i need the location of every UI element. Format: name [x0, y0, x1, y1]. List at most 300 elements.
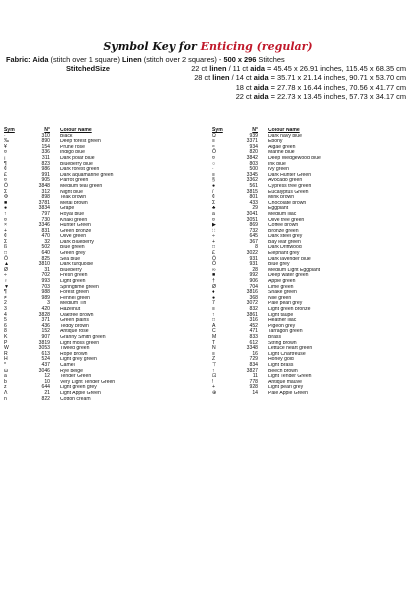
- dmc-number-cell: 905: [41, 177, 50, 184]
- dmc-number-cell: 437: [41, 361, 50, 368]
- colour-name-cell: Medium Light Eggplant: [268, 267, 321, 273]
- colour-name-cell: Pale Apple Green: [268, 390, 308, 396]
- dmc-number-cell: 898: [41, 194, 50, 201]
- dmc-number-cell: 613: [41, 350, 50, 357]
- colour-name-cell: Elephant grey: [268, 251, 300, 257]
- colour-name-cell: Blueberry blue: [60, 161, 93, 167]
- symbol-cell: z: [4, 384, 7, 391]
- dmc-number-cell: 986: [41, 166, 50, 173]
- stitched-size-row: StitchedSize 22 ct linen / 11 ct aida = 45.45 x 26.91 inches, 115.45 x 68.35 cm: [6, 64, 410, 73]
- dmc-number-cell: 732: [249, 227, 258, 234]
- dmc-number-cell: 3041: [246, 210, 258, 217]
- colour-name-cell: Antique rose: [60, 329, 89, 335]
- dmc-number-cell: 3848: [38, 182, 50, 189]
- symbol-cell: 8: [4, 328, 7, 335]
- colour-name-cell: Green plains: [60, 318, 89, 324]
- symbol-cell: !: [212, 378, 214, 385]
- colour-name-cell: Bay leaf green: [268, 239, 301, 245]
- dmc-number-cell: 11: [252, 373, 258, 380]
- symbol-cell: 2: [4, 300, 7, 307]
- colour-name-cell: Snake green: [268, 290, 297, 296]
- symbol-cell: Ø: [212, 283, 216, 290]
- dmc-number-cell: 524: [41, 356, 50, 363]
- symbol-cell: 6: [4, 322, 7, 329]
- table-header: Sym N° Colour Name: [4, 127, 92, 133]
- colour-name-cell: Deep Wedgewood blue: [268, 155, 321, 161]
- dmc-number-cell: 311: [41, 154, 50, 161]
- dmc-number-cell: 3371: [246, 138, 258, 145]
- dmc-number-cell: 3346: [38, 222, 50, 229]
- colour-name-cell: Tarragon green: [268, 329, 303, 335]
- symbol-cell: C: [212, 328, 216, 335]
- dmc-number-cell: 28: [252, 266, 258, 273]
- dmc-number-cell: 3816: [246, 289, 258, 296]
- colour-name-cell: Hunter Green: [60, 223, 91, 229]
- symbol-cell: +: [212, 238, 215, 245]
- symbol-cell: Σ: [4, 238, 8, 245]
- dmc-number-cell: 310: [41, 132, 50, 139]
- colour-name-cell: Eggplant: [268, 206, 289, 212]
- colour-name-cell: Parrot green: [60, 178, 89, 184]
- table-header: Sym N° Colour Name: [212, 127, 300, 133]
- symbol-cell: ¤: [212, 154, 215, 161]
- symbol-cell: ¤: [212, 216, 215, 223]
- colour-name-cell: Antique mauve: [268, 379, 302, 385]
- symbol-cell: a: [212, 210, 215, 217]
- dmc-number-cell: 3072: [246, 300, 258, 307]
- colour-name-cell: Dark lavender blue: [268, 256, 311, 262]
- stitched-size-list: [6, 64, 410, 101]
- dmc-number-cell: 803: [249, 160, 258, 167]
- symbol-cell: ≡: [212, 171, 215, 178]
- symbol-cell: Λ: [4, 389, 8, 396]
- symbol-cell: □: [4, 250, 8, 257]
- colour-name-cell: Nile green: [268, 295, 292, 301]
- symbol-cell: R: [4, 350, 8, 357]
- symbol-cell: ▼: [4, 283, 10, 290]
- colour-name-cell: Tweed green: [60, 346, 90, 352]
- colour-name-cell: Teak brown: [60, 195, 87, 201]
- dmc-number-cell: 833: [249, 333, 258, 340]
- symbol-cell: +: [212, 384, 215, 391]
- colour-name-cell: Algae green: [268, 144, 296, 150]
- symbol-cell: ≈: [212, 143, 215, 150]
- colour-name-cell: Olive green: [60, 234, 87, 240]
- dmc-number-cell: 906: [249, 278, 258, 285]
- symbol-key-left: [4, 128, 204, 402]
- colour-name-cell: Black: [60, 133, 73, 139]
- symbol-cell: £: [4, 171, 7, 178]
- symbol-cell: ¤: [4, 177, 7, 184]
- dmc-number-cell: 778: [249, 378, 258, 385]
- colour-name-cell: Dark forest green: [60, 167, 100, 173]
- dmc-number-cell: 8: [255, 244, 258, 251]
- dmc-number-cell: 3345: [246, 171, 258, 178]
- symbol-cell: ¥: [4, 143, 7, 150]
- symbol-cell: ¢: [212, 194, 215, 201]
- symbol-cell: Z: [212, 356, 216, 363]
- dmc-number-cell: 831: [41, 227, 50, 234]
- colour-name-cell: Light green: [60, 279, 86, 285]
- colour-name-cell: Ivy green: [268, 167, 289, 173]
- dmc-number-cell: 3842: [246, 154, 258, 161]
- dmc-number-cell: 991: [41, 171, 50, 178]
- colour-name-cell: Dark aquamarine green: [60, 172, 114, 178]
- colour-name-cell: Eucalyptus Green: [268, 189, 309, 195]
- colour-name-cell: Green bronze: [60, 228, 92, 234]
- colour-name-cell: Medium lilac: [268, 211, 297, 217]
- dmc-number-cell: 3819: [38, 339, 50, 346]
- colour-name-cell: Hazelnut: [60, 307, 81, 312]
- symbol-cell: H: [4, 356, 8, 363]
- colour-name-cell: Springtime green: [60, 284, 99, 290]
- symbol-cell: Ö: [4, 182, 8, 189]
- symbol-cell: ∷: [212, 227, 216, 234]
- dmc-number-cell: 3022: [246, 250, 258, 257]
- colour-name-cell: Dark Driftwood: [268, 245, 302, 251]
- symbol-cell: ¶: [4, 160, 7, 167]
- colour-name-cell: Fresh green: [60, 273, 88, 279]
- dmc-number-cell: 29: [252, 205, 258, 212]
- colour-name-cell: Light green grey: [60, 385, 97, 391]
- colour-name-cell: Brass: [268, 334, 282, 340]
- dmc-number-cell: 433: [249, 199, 258, 206]
- colour-name-cell: Blue grey: [268, 262, 290, 268]
- symbol-cell: ß: [4, 244, 8, 251]
- dmc-number-cell: 420: [41, 306, 50, 312]
- dmc-number-cell: 832: [249, 306, 258, 312]
- symbol-cell: ▶: [212, 222, 216, 229]
- colour-name-cell: Green grey: [60, 251, 86, 257]
- dmc-number-cell: 368: [249, 294, 258, 301]
- symbol-cell: 5: [4, 317, 7, 324]
- colour-name-cell: Prune rose: [60, 144, 85, 150]
- dmc-number-cell: 12: [44, 373, 50, 380]
- symbol-cell: P: [4, 339, 8, 346]
- dmc-number-cell: 502: [41, 244, 50, 251]
- colour-name-cell: Apple green: [268, 279, 296, 285]
- symbol-cell: Ω: [212, 132, 216, 139]
- colour-name-cell: Granny Smith green: [60, 334, 106, 340]
- colour-name-cell: Marine blue: [268, 150, 295, 156]
- dmc-number-cell: 702: [41, 272, 50, 279]
- symbol-cell: ¤: [4, 149, 7, 156]
- stitched-size-label: StitchedSize: [66, 64, 110, 74]
- dmc-number-cell: 801: [249, 194, 258, 201]
- symbol-cell: †: [212, 278, 215, 285]
- colour-name-cell: Light Brass: [268, 362, 294, 368]
- symbol-cell: ¢: [4, 233, 7, 240]
- symbol-cell: ×: [4, 222, 7, 229]
- dmc-number-cell: 869: [249, 222, 258, 229]
- symbol-cell: M: [212, 333, 217, 340]
- symbol-cell: Ô: [212, 149, 216, 156]
- dmc-number-cell: 436: [41, 322, 50, 329]
- colour-name-cell: Deep water green: [268, 273, 309, 279]
- symbol-cell: A: [212, 322, 216, 329]
- dmc-number-cell: 931: [249, 261, 258, 268]
- symbol-cell: □: [212, 317, 216, 324]
- symbol-cell: ●: [212, 182, 216, 189]
- colour-name-cell: Heather lilac: [268, 318, 297, 324]
- symbol-cell: Σ: [4, 188, 8, 195]
- dmc-number-cell: 644: [41, 384, 50, 391]
- dmc-number-cell: 32: [44, 238, 50, 245]
- colour-name-cell: Pigeon grey: [268, 323, 296, 329]
- symbol-cell: ↑: [212, 367, 215, 374]
- symbol-cell: ■: [4, 199, 8, 206]
- dmc-number-cell: 704: [249, 283, 258, 290]
- colour-name-cell: Lime green: [268, 284, 294, 290]
- symbol-cell: ⊤: [212, 361, 217, 368]
- dmc-number-cell: 729: [249, 356, 258, 363]
- dmc-number-cell: 471: [249, 328, 258, 335]
- symbol-cell: ω: [4, 367, 8, 374]
- colour-name-cell: Indigo blue: [60, 150, 85, 156]
- colour-name-cell: Dark Hunter Green: [268, 172, 312, 178]
- dmc-number-cell: 3834: [38, 205, 50, 212]
- dmc-number-cell: 31: [44, 266, 50, 273]
- table-row: [4, 397, 204, 403]
- colour-name-cell: Medium teal green: [60, 183, 103, 189]
- dmc-number-cell: 3781: [38, 199, 50, 206]
- dmc-number-cell: 3815: [246, 188, 258, 195]
- colour-name-cell: Light grey green: [60, 357, 97, 363]
- symbol-cell: ⊡: [212, 373, 217, 380]
- colour-name-cell: Rye beige: [60, 368, 83, 374]
- colour-name-cell: Deep forest green: [60, 139, 101, 145]
- symbol-cell: 7: [212, 300, 215, 307]
- dmc-number-cell: 3861: [246, 311, 258, 318]
- table-row: [212, 391, 412, 397]
- symbol-cell: T: [212, 339, 216, 346]
- symbol-cell: N: [212, 345, 216, 352]
- colour-name-cell: Dark turquoise: [60, 262, 94, 268]
- dmc-number-cell: 3827: [246, 367, 258, 374]
- dmc-number-cell: 823: [41, 160, 50, 167]
- dmc-number-cell: 10: [44, 378, 50, 385]
- dmc-number-cell: 640: [41, 250, 50, 257]
- symbol-cell: ⊕: [212, 389, 217, 396]
- pattern-name: Enticing (regular): [200, 40, 313, 53]
- symbol-cell: W: [4, 345, 9, 352]
- dmc-number-cell: 645: [249, 233, 258, 240]
- colour-name-cell: Pale pearl grey: [268, 301, 303, 307]
- symbol-cell: ■: [212, 272, 216, 279]
- dmc-number-cell: 21: [44, 389, 50, 396]
- dmc-number-cell: 3053: [38, 345, 50, 352]
- symbol-cell: ≡: [212, 350, 215, 357]
- colour-name-cell: Coffee brown: [268, 223, 299, 229]
- dmc-number-cell: 152: [41, 328, 50, 335]
- colour-name-cell: Dark Blueberry: [60, 239, 94, 245]
- colour-name-cell: Forest green: [60, 290, 89, 296]
- colour-name-cell: String brown: [268, 340, 297, 346]
- colour-name-cell: Blueberry: [60, 267, 82, 273]
- symbol-cell: *: [4, 361, 6, 368]
- symbol-cell: ·: [4, 132, 6, 139]
- symbol-cell: 4: [4, 311, 7, 318]
- symbol-cell: Φ: [4, 194, 9, 201]
- stitched-size-row: 28 ct linen / 14 ct aida = 35.71 x 21.14 inches, 90.71 x 53.70 cm: [194, 73, 406, 83]
- stitched-size-row: 18 ct aida = 27.78 x 16.44 inches, 70.56 x 41.77 cm: [235, 82, 406, 92]
- symbol-cell: ●: [4, 205, 8, 212]
- colour-name-cell: Teddy brown: [60, 323, 89, 329]
- symbol-cell: ¢: [4, 166, 7, 173]
- dmc-number-cell: 3: [47, 300, 50, 307]
- symbol-cell: Σ: [212, 199, 216, 206]
- title-prefix: Symbol Key for: [103, 40, 201, 53]
- dmc-number-cell: 14: [252, 389, 258, 396]
- symbol-cell: £: [212, 250, 215, 257]
- fabric-row: Fabric: Aida (stitch over 1 square) Linen (stitch over 2 squares) - 500 x 296 Stitches: [6, 55, 285, 64]
- symbol-cell: Ö: [212, 255, 216, 262]
- colour-name-cell: Olive tree green: [268, 217, 305, 223]
- stitched-size-row: 22 ct aida = 22.73 x 13.45 inches, 57.73 x 34.17 cm: [235, 91, 406, 101]
- symbol-cell: ▲: [4, 261, 10, 268]
- colour-name-cell: Dark navy blue: [268, 133, 302, 139]
- colour-name-cell: Light Tender Green: [268, 374, 312, 380]
- colour-name-cell: Blue green: [60, 245, 85, 251]
- colour-name-cell: Lettuce heart green: [268, 346, 313, 352]
- symbol-cell: ‰: [4, 138, 10, 145]
- dmc-number-cell: 3051: [246, 216, 258, 223]
- dmc-number-cell: 992: [249, 272, 258, 279]
- colour-name-cell: Light Chartreuse: [268, 351, 306, 357]
- dmc-number-cell: 993: [41, 278, 50, 285]
- colour-name-cell: Sea blue: [60, 256, 81, 262]
- fabric-info: [6, 55, 410, 101]
- dmc-number-cell: 703: [41, 283, 50, 290]
- symbol-cell: b: [4, 378, 7, 385]
- symbol-cell: □: [212, 244, 216, 251]
- symbol-cell: ♀: [4, 278, 8, 285]
- dmc-number-cell: 312: [41, 188, 50, 195]
- colour-name-cell: Light green bronze: [268, 307, 311, 312]
- symbol-cell: ♣: [212, 205, 216, 212]
- colour-name-cell: Light moss green: [60, 340, 100, 346]
- dmc-number-cell: 452: [249, 322, 258, 329]
- dmc-number-cell: 730: [41, 216, 50, 223]
- dmc-number-cell: 989: [41, 294, 50, 301]
- colour-name-cell: Light Apple Green: [60, 390, 101, 396]
- colour-name-cell: Light pearl grey: [268, 385, 304, 391]
- colour-name-cell: Mink brown: [268, 195, 295, 201]
- dmc-number-cell: 825: [41, 255, 50, 262]
- symbol-cell: ♦: [212, 289, 215, 296]
- colour-name-cell: Oaktree brown: [60, 312, 94, 318]
- symbol-cell: +: [4, 227, 7, 234]
- colour-name-cell: Tender Green: [60, 374, 92, 380]
- symbol-cell: /: [212, 188, 214, 195]
- page-title: [0, 40, 416, 53]
- colour-name-cell: Dark polar blue: [60, 155, 95, 161]
- colour-name-cell: Medium Tin: [60, 301, 87, 307]
- dmc-number-cell: 939: [249, 132, 258, 139]
- colour-name-cell: Very Light Tender Green: [60, 379, 116, 385]
- dmc-number-cell: 820: [249, 149, 258, 156]
- colour-name-cell: Honey gold: [268, 357, 294, 363]
- dmc-number-cell: 3348: [246, 345, 258, 352]
- colour-name-cell: Khaki green: [60, 217, 88, 223]
- dmc-number-cell: 154: [41, 143, 50, 150]
- colour-name-cell: Light taupe: [268, 312, 294, 318]
- dmc-number-cell: 371: [41, 317, 50, 324]
- dmc-number-cell: 561: [249, 182, 258, 189]
- dmc-number-cell: 931: [249, 255, 258, 262]
- symbol-cell: Ô: [4, 255, 8, 262]
- dmc-number-cell: 612: [249, 339, 258, 346]
- dmc-number-cell: 934: [249, 143, 258, 150]
- dmc-number-cell: 367: [249, 238, 258, 245]
- dmc-number-cell: 316: [249, 317, 258, 324]
- symbol-cell: ●: [212, 294, 216, 301]
- dmc-number-cell: 3362: [246, 177, 258, 184]
- dmc-number-cell: 3810: [38, 261, 50, 268]
- colour-name-cell: Night blue: [60, 189, 83, 195]
- dmc-number-cell: 988: [41, 289, 50, 296]
- colour-name-cell: Dark steel grey: [268, 234, 303, 240]
- symbol-cell: Ö: [212, 261, 216, 268]
- colour-name-cell: Cotton cream: [60, 396, 91, 402]
- colour-name-cell: Fennel green: [60, 295, 91, 301]
- symbol-cell: a: [4, 373, 7, 380]
- colour-name-cell: Metal brown: [60, 200, 88, 206]
- dmc-number-cell: 16: [252, 350, 258, 357]
- colour-name-cell: Cypress tree green: [268, 183, 312, 189]
- symbol-key-right: [212, 128, 412, 397]
- symbol-cell: ○: [212, 160, 216, 167]
- symbol-cell: ≡: [212, 138, 215, 145]
- symbol-cell: ↑: [212, 311, 215, 318]
- dmc-number-cell: 500: [249, 166, 258, 173]
- symbol-cell: ¡: [4, 154, 6, 161]
- colour-name-cell: Camel: [60, 362, 75, 368]
- dmc-number-cell: 822: [41, 395, 50, 402]
- symbol-cell: ·: [212, 166, 214, 173]
- colour-name-cell: Ink blue: [268, 161, 286, 167]
- colour-name-cell: Royal blue: [60, 211, 85, 217]
- symbol-cell: 3: [4, 306, 7, 312]
- colour-name-cell: Chocolate brown: [268, 200, 307, 206]
- symbol-cell: K: [4, 333, 8, 340]
- symbol-cell: ∞: [212, 266, 216, 273]
- colour-name-cell: Rope brown: [60, 351, 88, 357]
- dmc-number-cell: 797: [41, 210, 50, 217]
- colour-name-cell: Grape: [60, 206, 75, 212]
- dmc-number-cell: 336: [41, 149, 50, 156]
- dmc-number-cell: 890: [41, 138, 50, 145]
- symbol-cell: §: [212, 177, 215, 184]
- colour-name-cell: Beech brown: [268, 368, 298, 374]
- dmc-number-cell: 834: [249, 361, 258, 368]
- dmc-number-cell: 3046: [38, 367, 50, 374]
- colour-name-cell: Avocado green: [268, 178, 303, 184]
- dmc-number-cell: 470: [41, 233, 50, 240]
- symbol-cell: ÷: [4, 272, 7, 279]
- dmc-number-cell: 3828: [38, 311, 50, 318]
- colour-name-cell: Ebony: [268, 139, 283, 145]
- symbol-cell: ÷: [212, 233, 215, 240]
- symbol-cell: Ø: [4, 266, 8, 273]
- symbol-cell: ≡: [212, 306, 215, 312]
- dmc-number-cell: 907: [41, 333, 50, 340]
- symbol-cell: n: [4, 395, 7, 402]
- symbol-cell: ≠: [4, 294, 7, 301]
- symbol-cell: ¶: [4, 289, 7, 296]
- colour-name-cell: Bronze green: [268, 228, 299, 234]
- symbol-cell: ↑: [4, 210, 7, 217]
